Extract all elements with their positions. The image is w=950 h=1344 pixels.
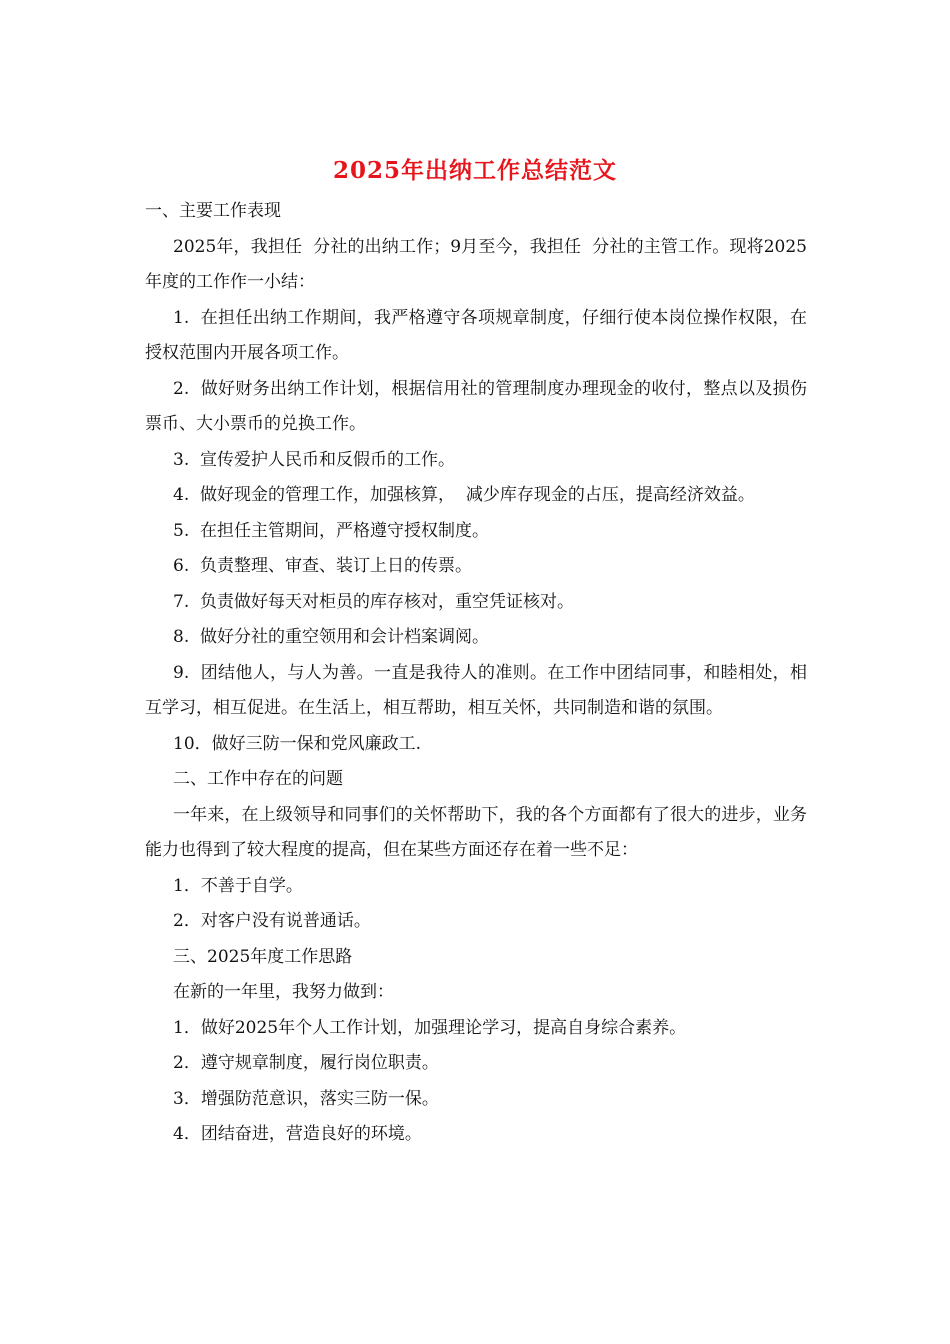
paragraph: 在新的一年里，我努力做到： xyxy=(173,982,394,1002)
paragraph: 3．增强防范意识，落实三防一保。 xyxy=(173,1088,439,1109)
paragraph: 9. 团结他人，与人为善。一直是我待人的准则。在工作中团结同事，和睦相处，相互学习，相互促进。在生活上，相互帮助，相互关怀，共同制造和谐的氛围。 xyxy=(145,662,807,718)
paragraph: 10．做好三防一保和党风廉政工. xyxy=(173,733,422,754)
paragraph: 二、工作中存在的问题 xyxy=(173,769,343,789)
paragraph: 5. 在担任主管期间，严格遵守授权制度。 xyxy=(173,520,490,541)
paragraph: 4. 做好现金的管理工作，加强核算， 减少库存现金的占压，提高经济效益。 xyxy=(173,485,755,505)
paragraph: 1. 在担任出纳工作期间，我严格遵守各项规章制度，仔细行使本岗位操作权限，在授权范围内开展各项工作。 xyxy=(145,307,807,363)
paragraph: 7. 负责做好每天对柜员的库存核对，重空凭证核对。 xyxy=(173,591,575,612)
paragraph: 三、2025年度工作思路 xyxy=(173,946,353,967)
paragraph: 3. 宣传爱护人民币和反假币的工作。 xyxy=(173,449,456,470)
paragraph: 4．团结奋进，营造良好的环境。 xyxy=(173,1124,422,1144)
paragraph: 2．遵守规章制度，履行岗位职责。 xyxy=(173,1053,439,1073)
paragraph: 1．做好2025年个人工作计划，加强理论学习，提高自身综合素养。 xyxy=(173,1017,687,1038)
document-body xyxy=(145,194,807,1153)
paragraph: 8. 做好分社的重空领用和会计档案调阅。 xyxy=(173,627,490,647)
paragraph: 1．不善于自学。 xyxy=(173,875,303,896)
paragraph: 6. 负责整理、审查、装订上日的传票。 xyxy=(173,556,473,576)
paragraph: 2025年，我担任 分社的出纳工作；9月至今，我担任 分社的主管工作。现将2025年度的工作作一小结： xyxy=(145,236,807,292)
paragraph: 2. 做好财务出纳工作计划，根据信用社的管理制度办理现金的收付，整点以及损伤票币、大小票币的兑换工作。 xyxy=(145,378,807,434)
paragraph: 2．对客户没有说普通话。 xyxy=(173,911,371,931)
document-title: 2025年出纳工作总结范文 xyxy=(332,157,617,184)
paragraph: 一、主要工作表现 xyxy=(145,201,281,221)
paragraph: 一年来，在上级领导和同事们的关怀帮助下，我的各个方面都有了很大的进步，业务能力也得到了较大程度的提高，但在某些方面还存在着一些不足： xyxy=(145,804,807,860)
